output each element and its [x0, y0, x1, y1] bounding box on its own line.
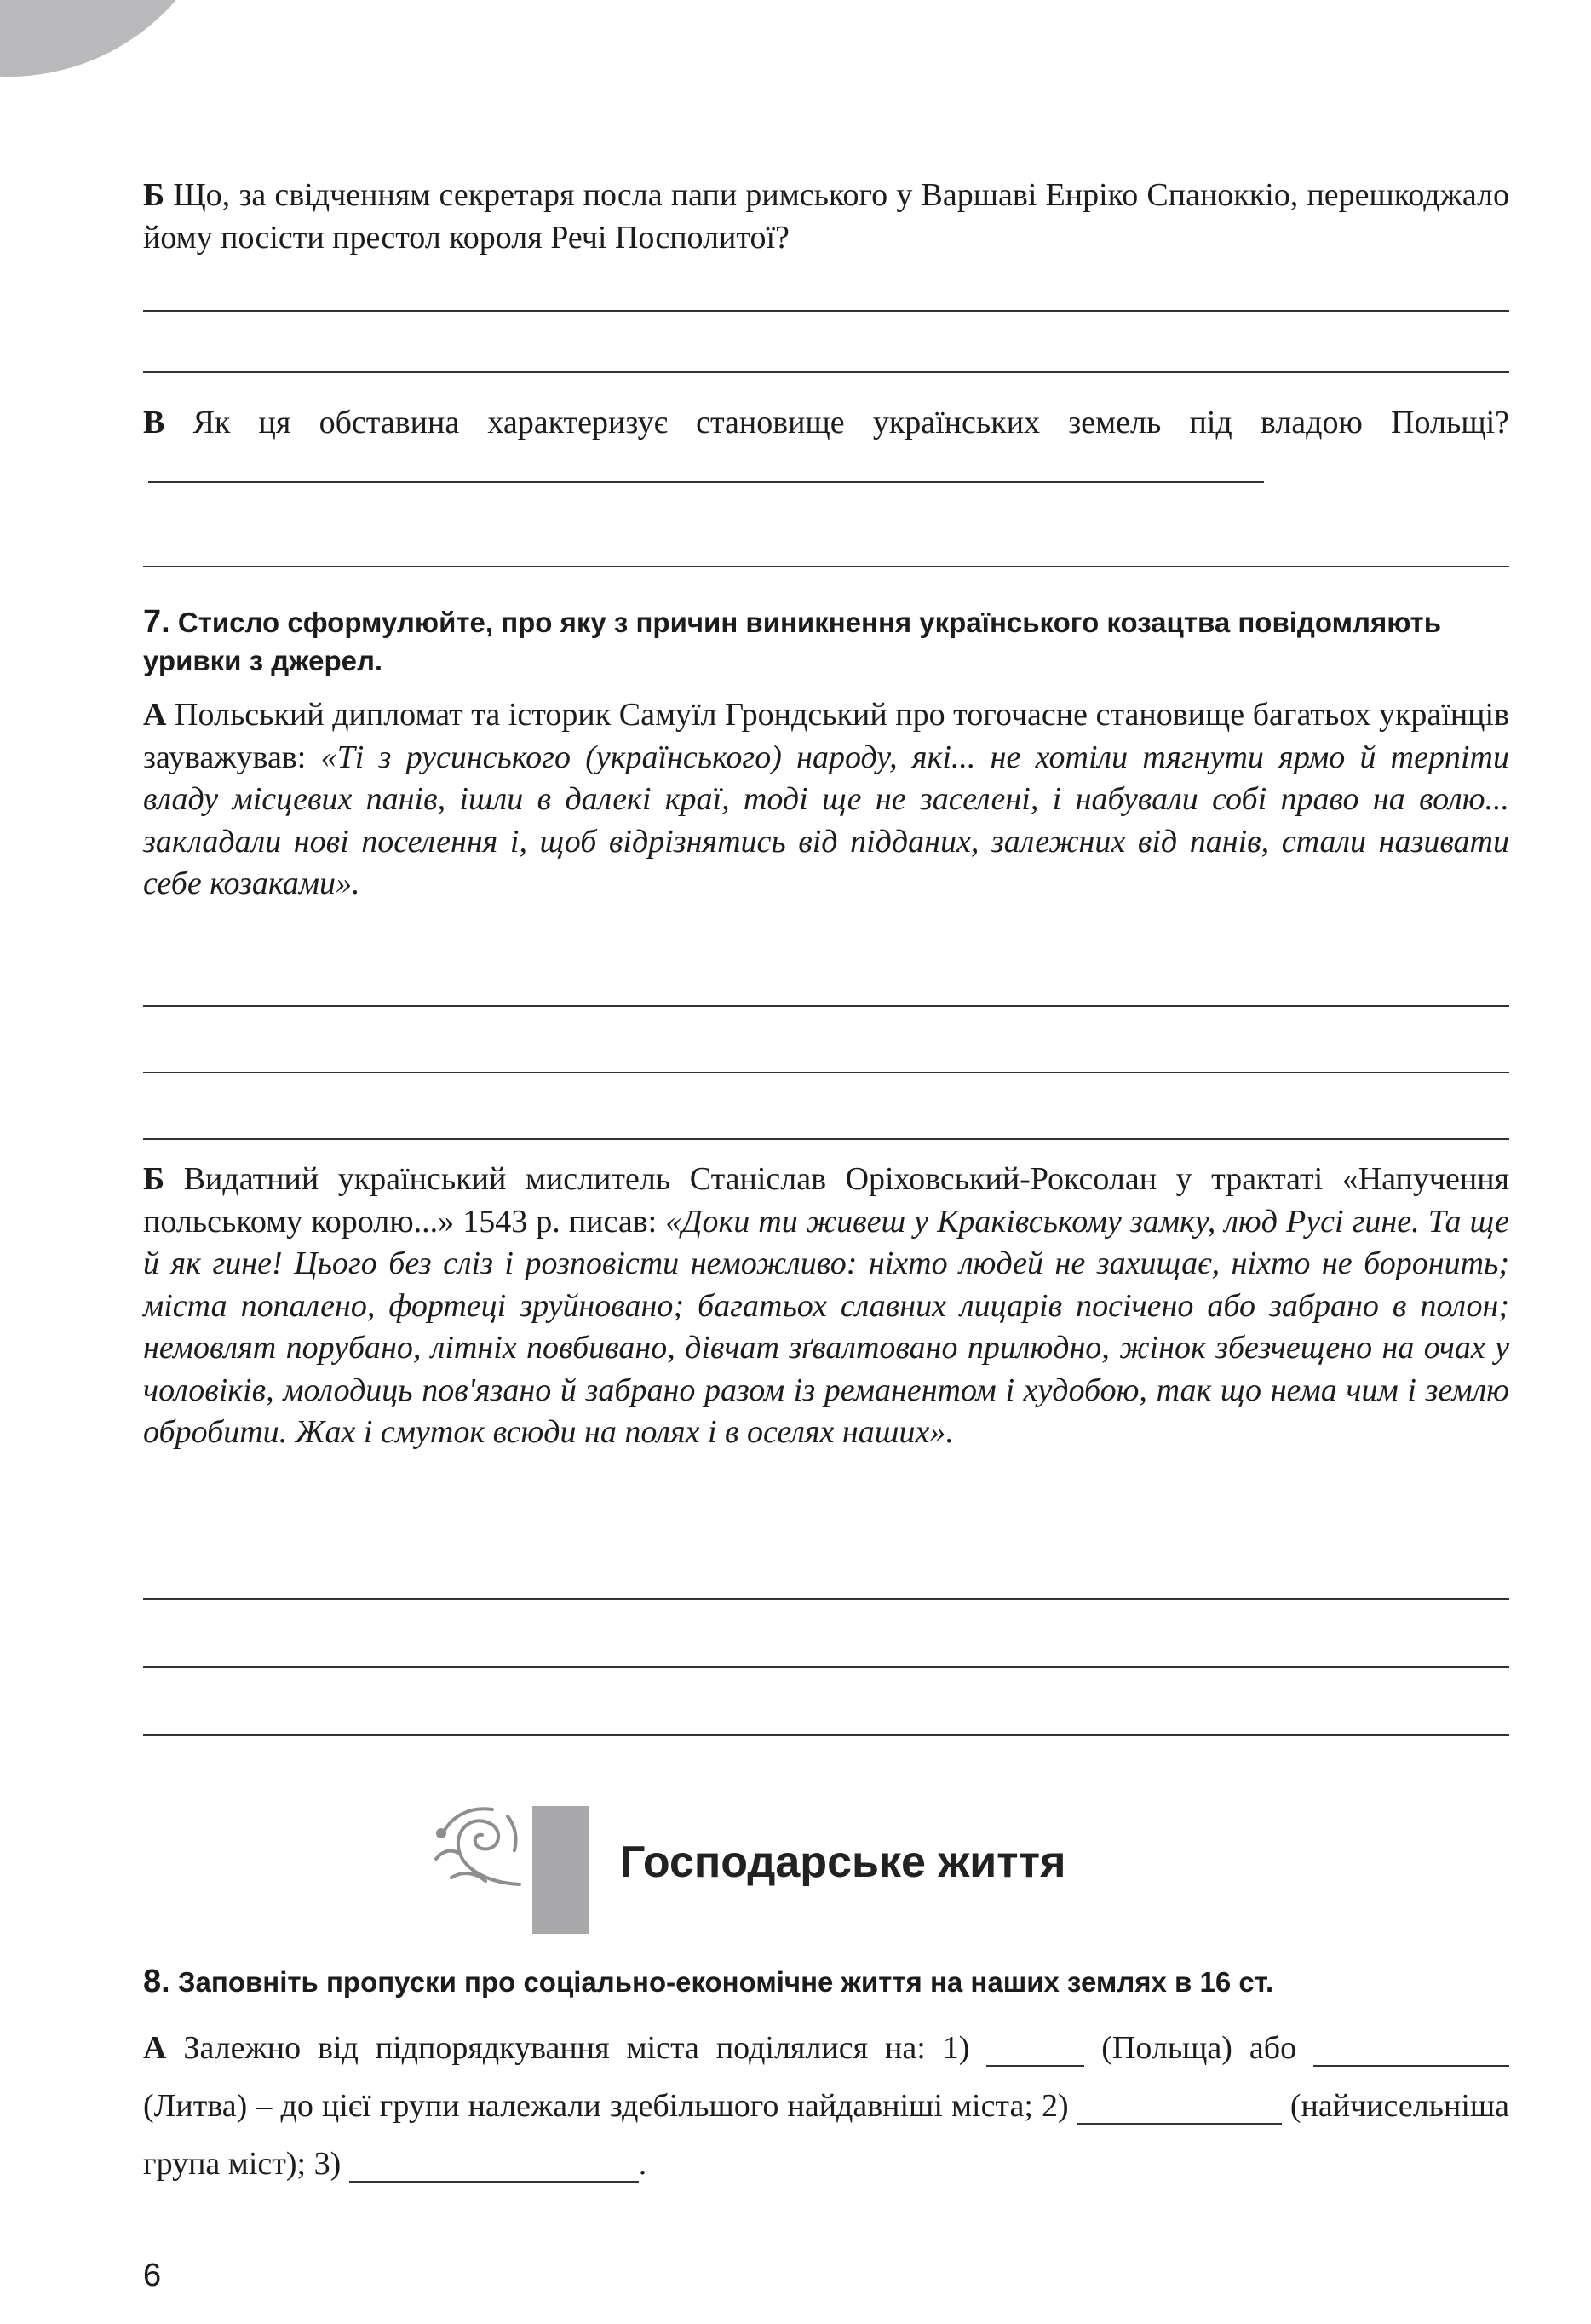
question-7b	[143, 1159, 1509, 1454]
answer-line[interactable]	[143, 1598, 1509, 1600]
question-8a-part5: .	[638, 2146, 647, 2182]
fill-blank-1[interactable]	[986, 2033, 1084, 2067]
answer-line[interactable]	[143, 1072, 1509, 1073]
answer-line[interactable]	[143, 1138, 1509, 1140]
section-title: Господарське життя	[620, 1838, 1066, 1887]
question-7a-quote: «Ті з русинського (українського) народу, які... не хотіли тягнути ярмо й терпіти владу місцевих панів, ішли в далекі краї, тоді ще не заселені, і набували собі право на волю... закладали нові поселення і, щоб відрізнятись від підданих, залежних від панів, стали називати себе козаками».	[143, 739, 1509, 901]
fill-blank-3[interactable]	[1077, 2091, 1282, 2125]
question-6b-text: Що, за свідченням секретаря посла папи римського у Варшаві Енріко Спаноккіо, перешкоджало йому посісти престол короля Речі Посполитої?	[143, 177, 1509, 256]
question-8a-label: А	[143, 2030, 167, 2066]
question-7b-label: Б	[143, 1161, 165, 1197]
question-7a	[143, 694, 1509, 906]
question-8	[143, 1963, 1509, 2001]
question-7a-label: А	[143, 697, 167, 733]
corner-decoration	[0, 0, 230, 77]
page-number: 6	[143, 2258, 162, 2293]
ornament-dot	[436, 1828, 446, 1838]
answer-line[interactable]	[143, 1734, 1509, 1736]
section-bar	[532, 1806, 589, 1934]
question-7b-intro: Видатний український мислитель Станіслав Оріховський-Роксолан у трактаті «Напучення польському королю...» 1543 р. писав:	[143, 1161, 1510, 1240]
question-8a-part4: (найчисельніша група міст); 3)	[143, 2088, 1510, 2182]
question-7-text: Стисло сформулюйте, про яку з причин виникнення українського козацтва повідомляють уривки з джерел.	[143, 607, 1442, 676]
question-7-number: 7.	[143, 604, 170, 640]
question-7	[143, 603, 1509, 680]
question-8-text: Заповніть пропуски про соціально-економічне життя на наших землях в 16 ст.	[177, 1966, 1274, 1998]
question-8a-part1: Залежно від підпорядкування міста поділялися на: 1)	[183, 2030, 970, 2066]
question-8-number: 8.	[143, 1964, 170, 1999]
question-8a-part3: (Литва) – до цієї групи належали здебільшого найдавніші міста; 2)	[143, 2088, 1069, 2124]
answer-line[interactable]	[143, 1005, 1509, 1007]
fill-blank-4[interactable]	[349, 2149, 639, 2183]
answer-line[interactable]	[143, 310, 1509, 312]
question-8a	[143, 2019, 1509, 2193]
answer-line[interactable]	[143, 371, 1509, 373]
question-6c-text: Як ця обставина характеризує становище українських земель під владою Польщі?	[192, 405, 1510, 440]
question-6c	[143, 402, 1509, 486]
question-7a-intro: Польський дипломат та історик Самуїл Грондський про тогочасне становище багатьох українців зауважував:	[143, 697, 1510, 775]
answer-line[interactable]	[143, 566, 1509, 567]
question-7b-quote: «Доки ти живеш у Краківському замку, люд Русі гине. Та ще й як гине! Цього без сліз і розповісти неможливо: ніхто людей не захищає, ніхто не боронить; міста попалено, фортеці зруйновано; багатьох славних лицарів посічено або забрано в полон; немовлят порубано, літніх повбивано, дівчат зґвалтовано прилюдно, жінок збезчещено на очах у чоловіків, молодиць пов'язано й забрано разом із реманентом і худобою, так що нема чим і землю обробити. Жах і смуток всюди на полях і в оселях наших».	[143, 1203, 1510, 1450]
question-6b	[143, 175, 1509, 259]
answer-line-inline[interactable]	[148, 449, 1264, 483]
question-6b-label: Б	[143, 177, 165, 213]
answer-line[interactable]	[143, 1666, 1509, 1668]
question-8a-part2: (Польща) або	[1101, 2030, 1297, 2066]
question-6c-label: В	[143, 405, 165, 440]
fill-blank-2[interactable]	[1313, 2033, 1509, 2067]
ornament-icon	[426, 1799, 528, 1893]
